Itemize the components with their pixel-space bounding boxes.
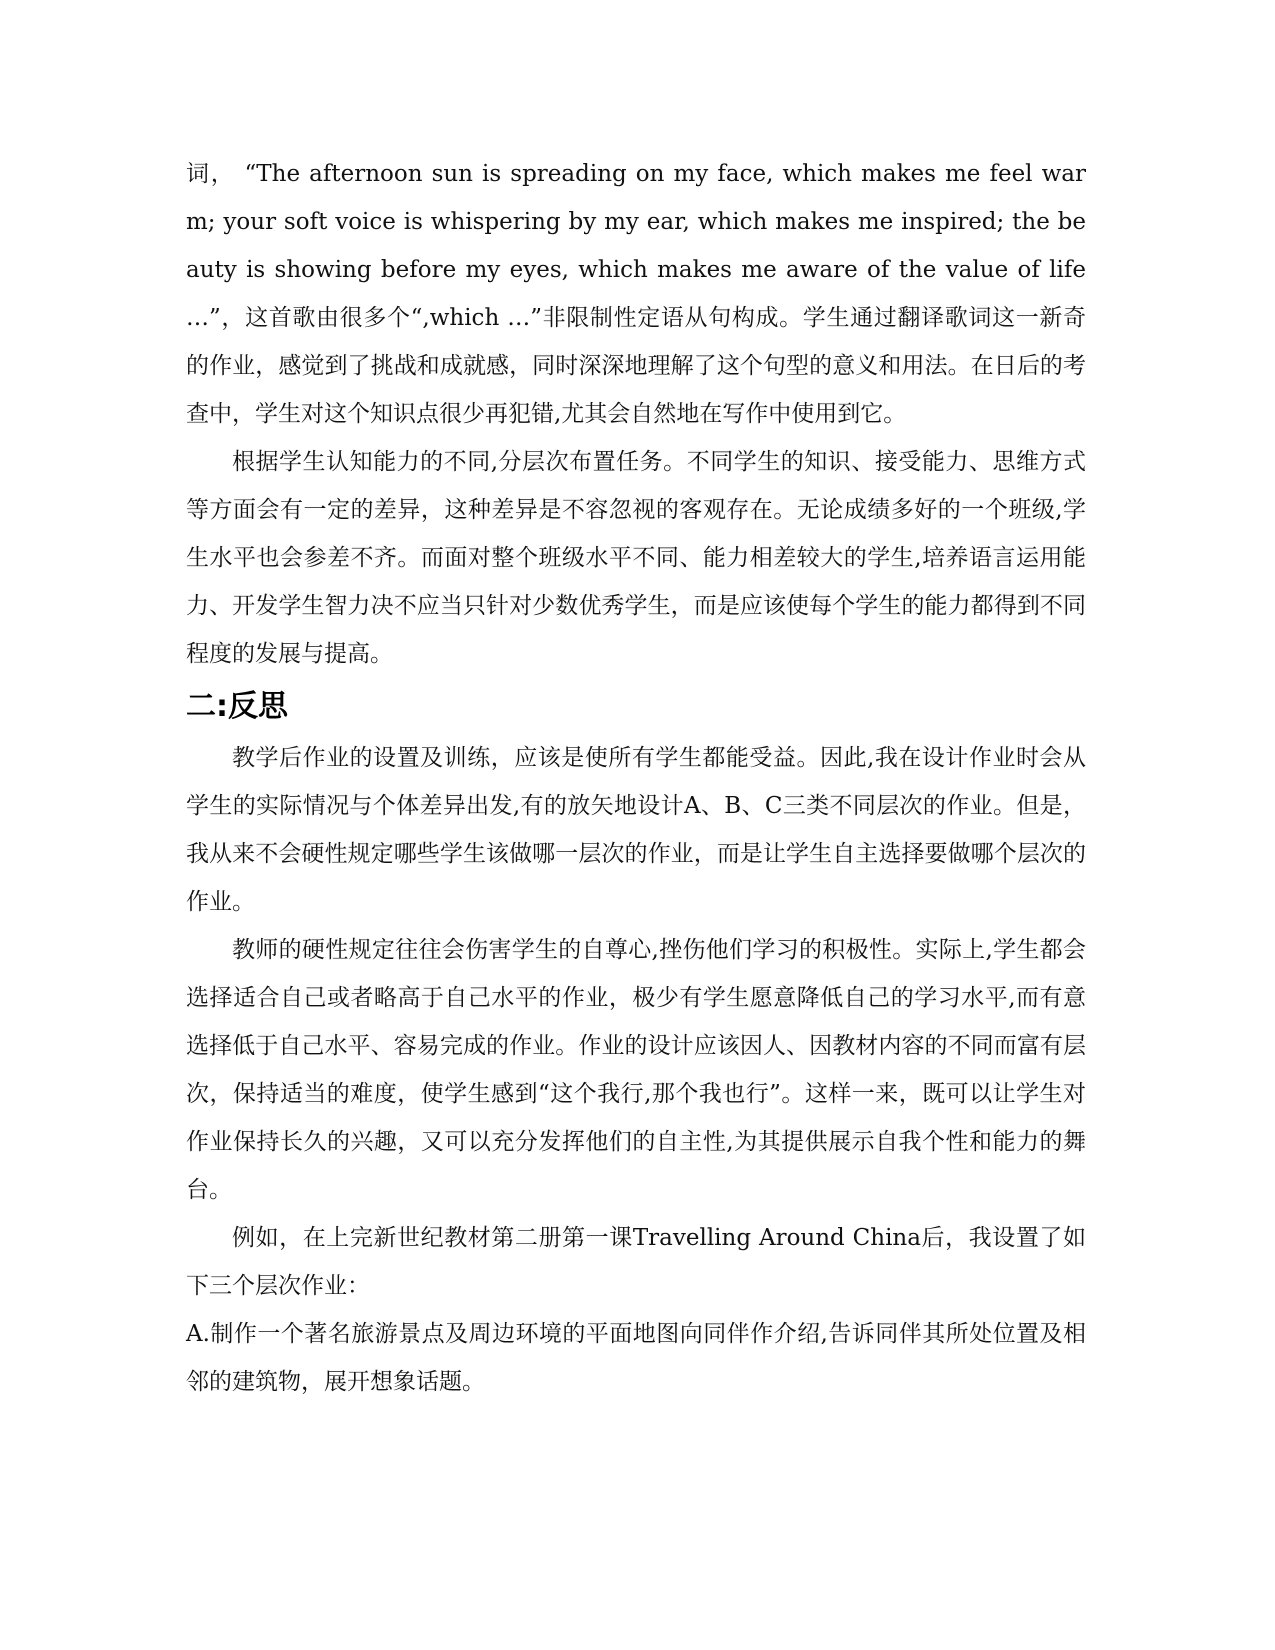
paragraph-example-lesson: 例如，在上完新世纪教材第二册第一课Travelling Around China后，我设置了如下三个层次作业： xyxy=(186,1225,1086,1299)
paragraph-assignment-a: A.制作一个著名旅游景点及周边环境的平面地图向同伴作介绍,告诉同伴其所处位置及相邻的建筑物，展开想象话题。 xyxy=(186,1321,1086,1395)
paragraph-layered-tasks: 根据学生认知能力的不同,分层次布置任务。不同学生的知识、接受能力、思维方式等方面会有一定的差异，这种差异是不容忽视的客观存在。无论成绩多好的一个班级,学生水平也会参差不齐。而面对整个班级水平不同、能力相差较大的学生,培养语言运用能力、开发学生智力决不应当只针对少数优秀学生，而是应该使每个学生的能力都得到不同程度的发展与提高。 xyxy=(186,449,1086,667)
paragraph-homework-design: 教学后作业的设置及训练，应该是使所有学生都能受益。因此,我在设计作业时会从学生的实际情况与个体差异出发,有的放矢地设计A、B、C三类不同层次的作业。但是，我从来不会硬性规定哪些学生该做哪一层次的作业，而是让学生自主选择要做哪个层次的作业。 xyxy=(186,745,1086,915)
section-heading-reflection: 二:反思 xyxy=(186,689,288,724)
document-page xyxy=(186,150,1086,1406)
paragraph-song-lyrics: 词， “The afternoon sun is spreading on my face, which makes me feel warm; your soft voice is whispering by my ear, which makes me inspired; the beauty is showing before my eyes, which makes me aware of the value of life …”，这首歌由很多个“,which …”非限制性定语从句构成。学生通过翻译歌词这一新奇的作业，感觉到了挑战和成就感，同时深深地理解了这个句型的意义和用法。在日后的考查中，学生对这个知识点很少再犯错,尤其会自然地在写作中使用到它。 xyxy=(186,161,1086,427)
paragraph-teacher-rules: 教师的硬性规定往往会伤害学生的自尊心,挫伤他们学习的积极性。实际上,学生都会选择适合自己或者略高于自己水平的作业，极少有学生愿意降低自己的学习水平,而有意选择低于自己水平、容易完成的作业。作业的设计应该因人、因教材内容的不同而富有层次，保持适当的难度，使学生感到“这个我行,那个我也行”。这样一来，既可以让学生对作业保持长久的兴趣，又可以充分发挥他们的自主性,为其提供展示自我个性和能力的舞台。 xyxy=(186,937,1086,1203)
